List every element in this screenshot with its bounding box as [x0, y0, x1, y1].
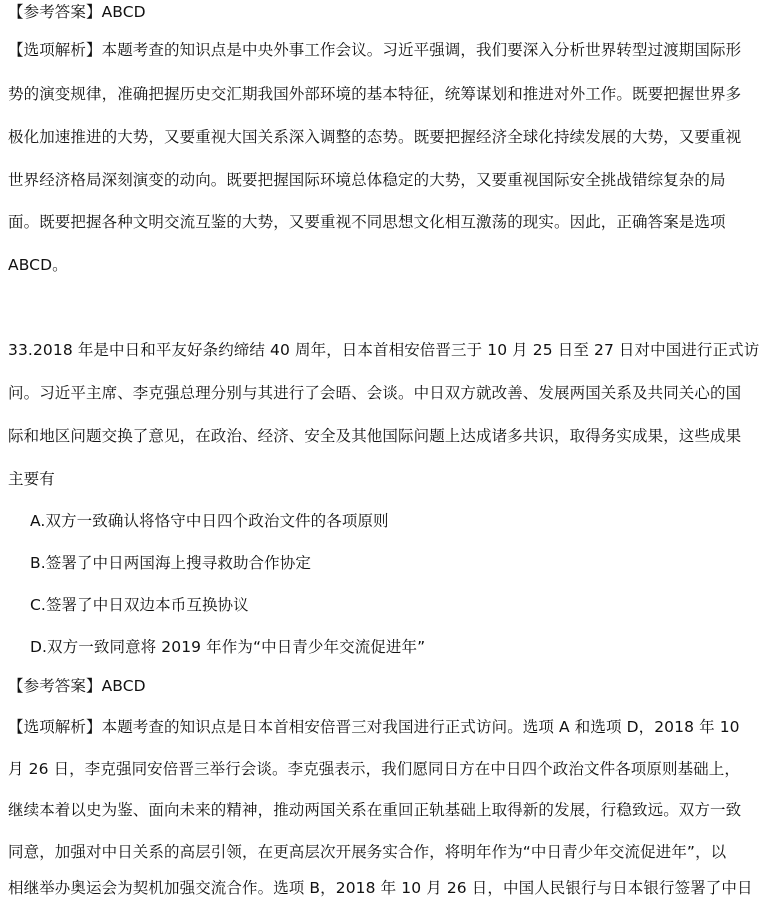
analysis-line: 世界经济格局深刻演变的动向。既要把握国际环境总体稳定的大势，又要重视国际安全挑战错综复杂的局	[8, 171, 726, 189]
question-stem-line: 33.2018 年是中日和平友好条约缔结 40 周年，日本首相安倍晋三于 10 月 25 日至 27 日对中国进行正式访	[8, 341, 759, 359]
option-b: B.签署了中日两国海上搜寻救助合作协定	[30, 554, 311, 572]
option-a: A.双方一致确认将恪守中日四个政治文件的各项原则	[30, 512, 389, 530]
question-stem-line: 主要有	[8, 470, 55, 488]
analysis-line: 相继举办奥运会为契机加强交流合作。选项 B，2018 年 10 月 26 日，中国人民银行与日本银行签署了中日	[8, 879, 753, 897]
analysis-line: 【选项解析】本题考查的知识点是日本首相安倍晋三对我国进行正式访问。选项 A 和选项 D，2018 年 10	[8, 718, 740, 736]
reference-answer: 【参考答案】ABCD	[8, 677, 146, 695]
question-stem-line: 问。习近平主席、李克强总理分别与其进行了会晤、会谈。中日双方就改善、发展两国关系及共同关心的国	[8, 384, 742, 402]
analysis-line: 月 26 日，李克强同安倍晋三举行会谈。李克强表示，我们愿同日方在中日四个政治文件各项原则基础上，	[8, 760, 740, 778]
analysis-line: 【选项解析】本题考查的知识点是中央外事工作会议。习近平强调，我们要深入分析世界转型过渡期国际形	[8, 41, 742, 59]
analysis-line: 面。既要把握各种文明交流互鉴的大势，又要重视不同思想文化相互激荡的现实。因此，正确答案是选项	[8, 213, 726, 231]
analysis-line: 极化加速推进的大势，又要重视大国关系深入调整的态势。既要把握经济全球化持续发展的大势，又要重视	[8, 128, 742, 146]
analysis-line: 同意，加强对中日关系的高层引领，在更高层次开展务实合作，将明年作为“中日青少年交流促进年”，以	[8, 843, 727, 861]
analysis-line: 继续本着以史为鉴、面向未来的精神，推动两国关系在重回正轨基础上取得新的发展，行稳致远。双方一致	[8, 801, 742, 819]
option-c: C.签署了中日双边本币互换协议	[30, 596, 249, 614]
reference-answer: 【参考答案】ABCD	[8, 3, 146, 21]
analysis-line: ABCD。	[8, 256, 68, 274]
analysis-line: 势的演变规律，准确把握历史交汇期我国外部环境的基本特征，统筹谋划和推进对外工作。既要把握世界多	[8, 85, 742, 103]
question-stem-line: 际和地区问题交换了意见，在政治、经济、安全及其他国际问题上达成诸多共识，取得务实成果，这些成果	[8, 427, 742, 445]
option-d: D.双方一致同意将 2019 年作为“中日青少年交流促进年”	[30, 638, 426, 656]
